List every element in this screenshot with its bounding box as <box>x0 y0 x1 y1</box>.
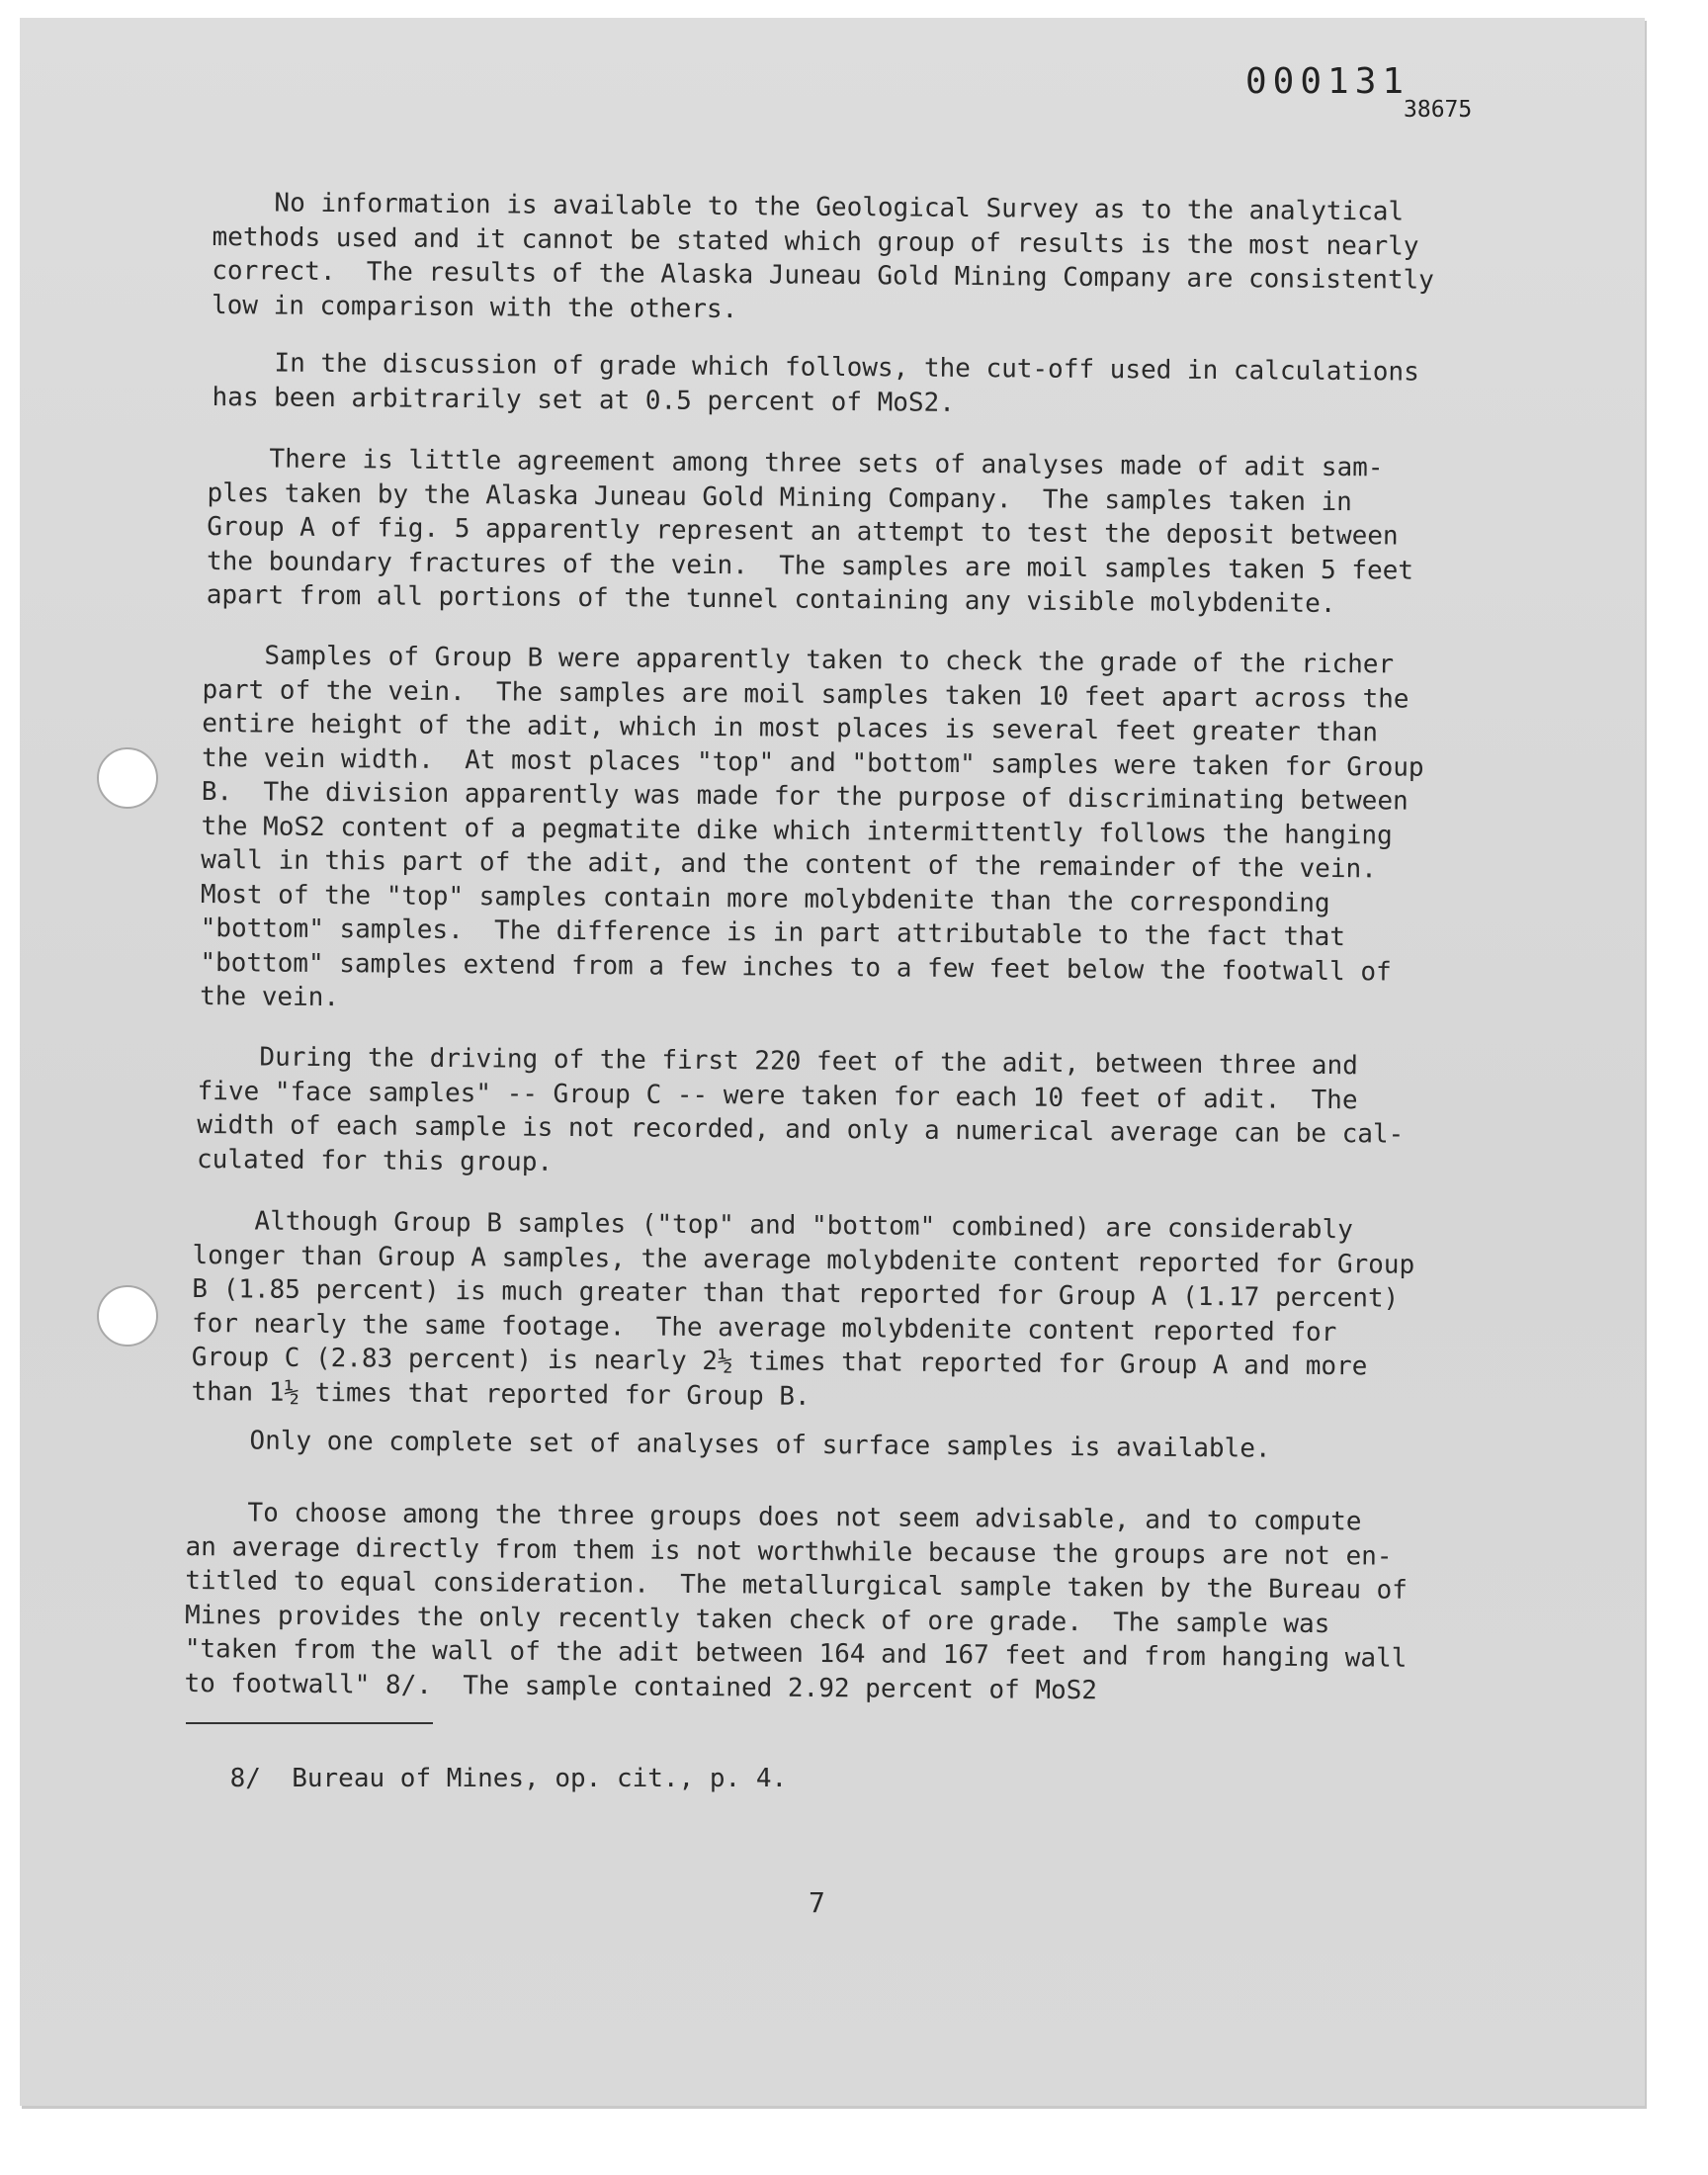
paragraph-3: There is little agreement among three sets of analyses made of adit sam- ples taken by the Alaska Juneau Gold Mining Company. The samples taken in Group A of fig. 5 apparently represent an attempt to test the deposit between the boundary fractures of the vein. The samples are moil samples taken 5 feet apart from all portions of the tunnel containing any visible molybdenite. <box>206 443 1414 619</box>
footnote: 8/ Bureau of Mines, op. cit., p. 4. <box>168 1764 788 1793</box>
page-number: 7 <box>809 1886 825 1919</box>
punch-hole-top <box>97 747 158 809</box>
paragraph-1: No information is available to the Geological Survey as to the analytical methods used and it cannot be stated which group of results is the most nearly correct. The results of the Alaska Juneau Gold Mining Company are consistently low in comparison with the others. <box>211 187 1435 324</box>
punch-hole-bottom <box>97 1285 158 1347</box>
document-number: 000131 <box>1245 61 1410 102</box>
paragraph-2: In the discussion of grade which follows, the cut-off used in calculations has been arbitrarily set at 0.5 percent of MoS2. <box>212 347 1419 418</box>
paragraph-4: Samples of Group B were apparently taken to check the grade of the richer part of the vein. The samples are moil samples taken 10 feet apart across the entire height of the adit, which in most places is several feet greater than the vein width. At most places "top" and "bottom" samples were taken for Group B. The division apparently was made for the purpose of discriminating between the MoS2 content of a pegmatite dike which intermittently follows the hanging wall in this part of the adit, and the content of the remainder of the vein. Most of the "top" samples contain more molybdenite than the corresponding "bottom" samples. The difference is in part attributable to the fact that "bottom" samples extend from a few inches to a few feet below the footwall of the vein. <box>200 640 1424 1013</box>
paragraph-8: To choose among the three groups does not seem advisable, and to compute an average directly from them is not worthwhile because the groups are not en- titled to equal consideration. The metallurgical sample taken by the Bureau of Mines provides the only recently taken check of ore grade. The sample was "taken from the wall of the adit between 164 and 167 feet and from hanging wall to footwall" 8/. The sample contained 2.92 percent of MoS2 <box>184 1497 1409 1705</box>
paragraph-6: Although Group B samples ("top" and "bottom" combined) are considerably longer than Group A samples, the average molybdenite content reported for Group B (1.85 percent) is much greater than that reported for Group A (1.17 percent) for nearly the same footage. The average molybdenite content reported for Group C (2.83 percent) is nearly 2½ times that reported for Group A and more than 1½ times that reported for Group B. <box>191 1205 1415 1412</box>
document-subnumber: 38675 <box>1404 97 1473 123</box>
paragraph-7: Only one complete set of analyses of surface samples is available. <box>187 1425 1271 1464</box>
paragraph-5: During the driving of the first 220 feet of the adit, between three and five "face samples" -- Group C -- were taken for each 10 feet of adit. The width of each sample is not recorded, and only a numerical average can be cal- culated for this group. <box>196 1041 1405 1177</box>
footnote-divider <box>186 1722 433 1724</box>
